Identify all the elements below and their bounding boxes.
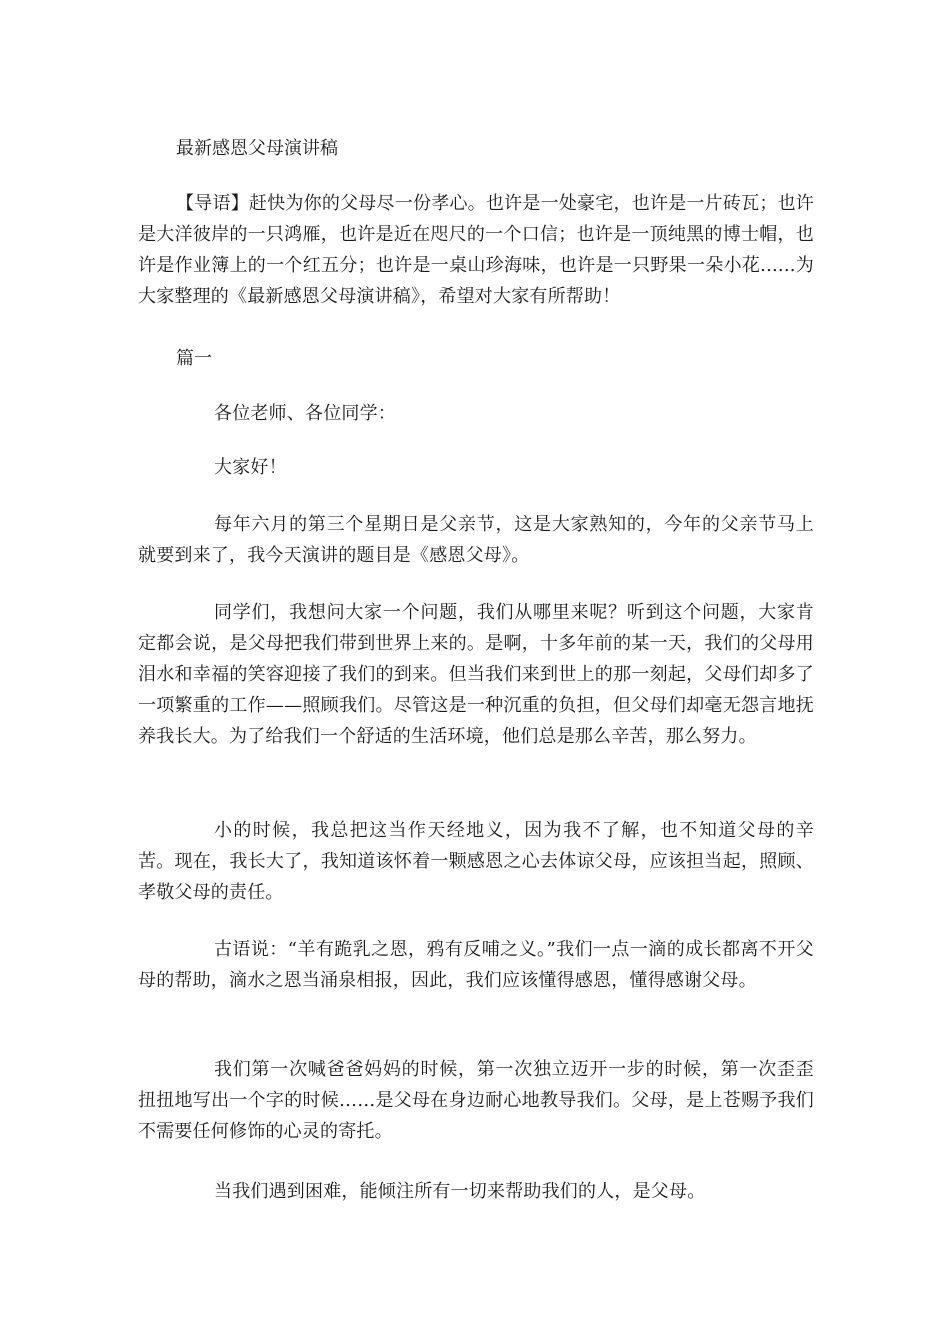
paragraph-proverb: 古语说：“羊有跪乳之恩，鸦有反哺之义。”我们一点一滴的成长都离不开父母的帮助，滴水之恩当涌泉相报，因此，我们应该懂得感恩，懂得感谢父母。 [138, 939, 814, 991]
paragraph-greeting-audience: 各位老师、各位同学： [214, 403, 396, 424]
section-heading: 篇一 [176, 348, 212, 369]
intro-paragraph: 【导语】赶快为你的父母尽一份孝心。也许是一处豪宅，也许是一片砖瓦；也许是大洋彼岸的一只鸿雁，也许是近在咫尺的一个口信；也许是一顶纯黑的博士帽，也许是作业簿上的一个红五分；也许是一桌山珍海味，也许是一只野果一朵小花......为大家整理的《最新感恩父母演讲稿》，希望对大家有所帮助！ [138, 193, 814, 307]
paragraph-difficulties: 当我们遇到困难，能倾注所有一切来帮助我们的人，是父母。 [214, 1181, 706, 1202]
paragraph-greeting: 大家好！ [214, 457, 287, 478]
paragraph-first-times: 我们第一次喊爸爸妈妈的时候，第一次独立迈开一步的时候，第一次歪歪扭扭地写出一个字的时候……是父母在身边耐心地教导我们。父母，是上苍赐予我们不需要任何修饰的心灵的寄托。 [138, 1059, 814, 1142]
paragraph-where-from: 同学们，我想问大家一个问题，我们从哪里来呢？听到这个问题，大家肯定都会说，是父母把我们带到世界上来的。是啊，十多年前的某一天，我们的父母用泪水和幸福的笑容迎接了我们的到来。但当我们来到世上的那一刻起，父母们却多了一项繁重的工作——照顾我们。尽管这是一种沉重的负担，但父母们却毫无怨言地抚养我长大。为了给我们一个舒适的生活环境，他们总是那么辛苦，那么努力。 [138, 602, 814, 747]
paragraph-childhood: 小的时候，我总把这当作天经地义，因为我不了解，也不知道父母的辛苦。现在，我长大了，我知道该怀着一颗感恩之心去体谅父母，应该担当起，照顾、孝敬父母的责任。 [138, 820, 814, 903]
document-title: 最新感恩父母演讲稿 [176, 138, 338, 159]
paragraph-fathers-day: 每年六月的第三个星期日是父亲节，这是大家熟知的，今年的父亲节马上就要到来了，我今天演讲的题目是《感恩父母》。 [138, 514, 814, 566]
